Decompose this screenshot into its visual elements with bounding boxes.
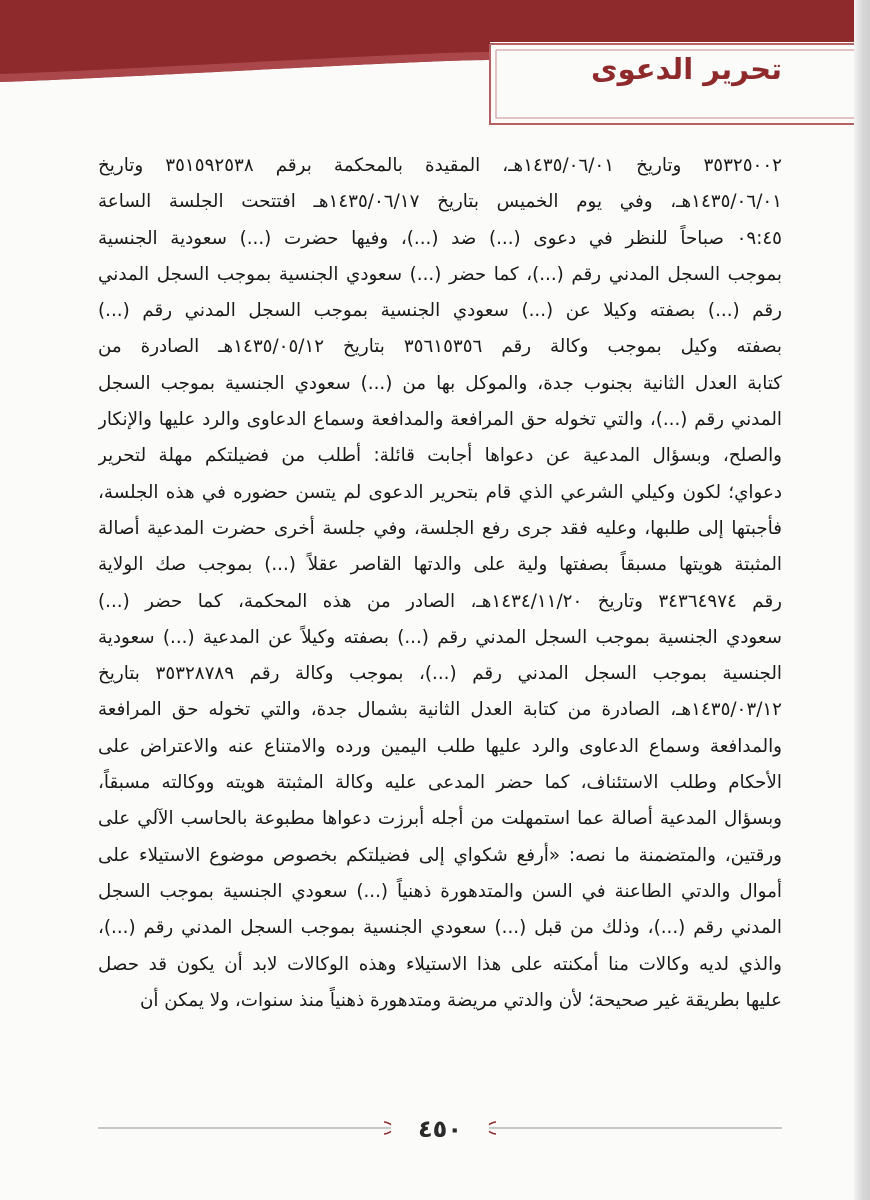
text-line: ٣٥٣٢٥٠٠٢ وتاريخ ١٤٣٥/٠٦/٠١هـ، المقيدة بالمحكمة برقم ٣٥١٥٩٢٥٣٨ وتاريخ xyxy=(98,155,782,176)
text-line: رقم ٣٤٣٦٤٩٧٤ وتاريخ ١٤٣٤/١١/٢٠هـ، الصادر من هذه المحكمة، كما حضر (...) xyxy=(98,590,782,612)
text-line: المدني رقم (...)، والتي تخوله حق المرافعة والمدافعة وسماع الدعاوى والرد عليها والإنكار xyxy=(98,409,782,431)
text-line: ١٤٣٥/٠٦/٠١هـ، وفي يوم الخميس بتاريخ ١٤٣٥/٠٦/١٧هـ افتتحت الجلسة الساعة xyxy=(98,191,782,213)
text-line: والذي لديه وكالات منا أمكنته على هذا الاستيلاء وهذه الوكالات لابد أن يكون قد حصل xyxy=(98,953,782,975)
text-line: والصلح، وبسؤال المدعية عن دعواها أجابت قائلة: أطلب من فضيلتكم مهلة لتحرير xyxy=(98,445,782,467)
text-line: أموال والدتي الطاعنة في السن والمتدهورة ذهنياً (...) سعودي الجنسية بموجب السجل xyxy=(98,880,782,902)
text-line: الأحكام وطلب الاستئناف، كما حضر المدعى عليه وكالة المثبتة هويته ووكالته مسبقاً، xyxy=(98,772,782,794)
text-line: بصفته وكيل بموجب وكالة رقم ٣٥٦١٥٣٥٦ بتاريخ ١٤٣٥/٠٥/١٢هـ الصادرة من xyxy=(98,336,782,358)
text-line: والمدافعة وسماع الدعاوى والرد عليها طلب اليمين ورده والامتناع عنه والاعتراض على xyxy=(98,735,782,757)
text-line: كتابة العدل الثانية بجنوب جدة، والموكل بها من (...) سعودي الجنسية بموجب السجل xyxy=(98,372,782,394)
text-line: بموجب السجل المدني رقم (...)، كما حضر (...) سعودي الجنسية بموجب السجل المدني xyxy=(98,263,782,285)
text-line: ١٤٣٥/٠٣/١٢هـ، الصادرة من كتابة العدل الثانية بشمال جدة، والتي تخوله حق المرافعة xyxy=(98,699,782,721)
text-line: فأجبتها إلى طلبها، وعليه فقد جرى رفع الجلسة، وفي جلسة أخرى حضرت المدعية أصالة xyxy=(98,517,782,539)
text-line: ٠٩:٤٥ صباحاً للنظر في دعوى (...) ضد (...)، وفيها حضرت (...) سعودية الجنسية xyxy=(98,227,782,249)
text-line: ورقتين، والمتضمنة ما نصه: «أرفع شكواي إلى فضيلتكم بخصوص موضوع الاستيلاء على xyxy=(98,844,782,866)
page-edge-shadow xyxy=(854,0,870,1200)
body-text xyxy=(98,148,782,1019)
text-line: المدني رقم (...)، وذلك من قبل (...) سعودي الجنسية بموجب السجل المدني رقم (...)، xyxy=(98,917,782,939)
text-line: عليها بطريقة غير صحيحة؛ لأن والدتي مريضة ومتدهورة ذهنياً منذ سنوات، ولا يمكن أن xyxy=(139,989,782,1011)
text-line: المثبتة هويتها مسبقاً بصفتها ولية على والدتها القاصر عقلاً (...) بموجب صك الولاية xyxy=(98,554,782,576)
chapter-title: تحرير الدعوى xyxy=(590,52,782,86)
text-line: رقم (...) بصفته وكيلا عن (...) سعودي الجنسية بموجب السجل المدني رقم (...) xyxy=(98,300,782,322)
page-number: ٤٥٠ xyxy=(391,1112,489,1148)
text-line: الجنسية بموجب السجل المدني رقم (...)، بموجب وكالة رقم ٣٥٣٢٨٧٨٩ بتاريخ xyxy=(98,663,782,685)
text-line: وبسؤال المدعية أصالة عما استمهلت من أجله أبرزت دعواها مطبوعة بالحاسب الآلي على xyxy=(98,808,782,830)
text-line: دعواي؛ لكون وكيلي الشرعي الذي قام بتحرير الدعوى لم يتسن حضوره في هذه الجلسة، xyxy=(98,481,782,503)
text-line: سعودي الجنسية بموجب السجل المدني رقم (...) بصفته وكيلاً عن المدعية (...) سعودية xyxy=(98,626,782,648)
